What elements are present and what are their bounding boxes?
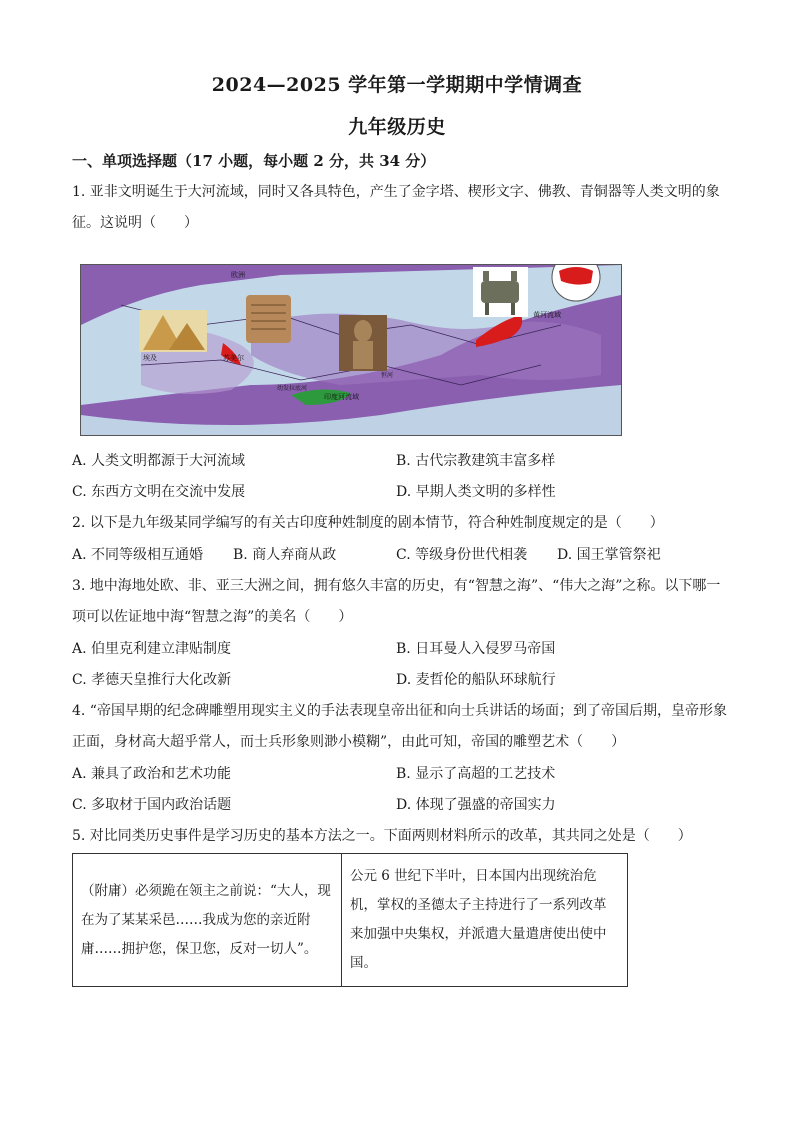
material-1-cell: （附庸）必须跪在领主之前说：“大人，现在为了某某采邑……我成为您的亲近附庸……拥护您，保卫您，反对一切人”。 <box>73 854 342 987</box>
q1-option-d[interactable]: D. 早期人类文明的多样性 <box>396 484 556 500</box>
table-row <box>73 854 628 987</box>
map-label-indus: 印度河流域 <box>324 393 359 401</box>
section-heading: 一、单项选择题（17 小题，每小题 2 分，共 34 分） <box>72 152 436 170</box>
map-label-sumer: 苏美尔 <box>223 354 244 362</box>
material-2-cell: 公元 6 世纪下半叶，日本国内出现统治危机，掌权的圣德太子主持进行了一系列改革来加强中央集权，并派遣大量遣唐使出使中国。 <box>342 854 628 987</box>
map-label-ganges: 恒河 <box>381 372 394 379</box>
q3-option-b[interactable]: B. 日耳曼人入侵罗马帝国 <box>396 641 556 657</box>
map-graphic <box>81 265 621 435</box>
q1-option-a[interactable]: A. 人类文明都源于大河流域 <box>72 453 246 469</box>
q2-option-b[interactable]: B. 商人弃商从政 <box>233 547 337 563</box>
exam-title: 2024—2025 学年第一学期期中学情调查 <box>211 74 583 96</box>
bronze-ding-picture <box>473 267 528 317</box>
q3-option-c[interactable]: C. 孝德天皇推行大化改新 <box>72 672 232 688</box>
q3-option-a[interactable]: A. 伯里克利建立津贴制度 <box>72 641 232 657</box>
map-label-egypt: 埃及 <box>143 354 157 362</box>
exam-subtitle: 九年级历史 <box>348 116 446 138</box>
question-1-stem: 1. 亚非文明诞生于大河流域，同时又各具特色，产生了金字塔、楔形文字、佛教、青铜器等人类文明的象征。这说明（ ） <box>72 184 720 231</box>
q5-materials-table <box>72 853 628 987</box>
question-5-stem: 5. 对比同类历史事件是学习历史的基本方法之一。下面两则材料所示的改革，其共同之处是（ ） <box>72 828 692 844</box>
map-label-yellow-river: 黄河流域 <box>533 311 561 319</box>
q4-option-d[interactable]: D. 体现了强盛的帝国实力 <box>396 797 556 813</box>
q4-option-a[interactable]: A. 兼具了政治和艺术功能 <box>72 766 232 782</box>
map-label-euphrates: 幼发拉底河 <box>277 385 308 392</box>
question-3-stem: 3. 地中海地处欧、非、亚三大洲之间，拥有悠久丰富的历史，有“智慧之海”、“伟大之海”之称。以下哪一项可以佐证地中海“智慧之海”的美名（ ） <box>72 578 721 625</box>
q1-option-b[interactable]: B. 古代宗教建筑丰富多样 <box>396 453 556 469</box>
q1-option-c[interactable]: C. 东西方文明在交流中发展 <box>72 484 246 500</box>
q2-option-d[interactable]: D. 国王掌管祭祀 <box>557 547 661 563</box>
q2-option-c[interactable]: C. 等级身份世代相袭 <box>396 547 528 563</box>
buddha-statue-picture <box>339 315 387 371</box>
civilization-map <box>80 264 622 436</box>
q4-option-c[interactable]: C. 多取材于国内政治话题 <box>72 797 232 813</box>
q4-option-b[interactable]: B. 显示了高超的工艺技术 <box>396 766 556 782</box>
question-4-stem: 4. “帝国早期的纪念碑雕塑用现实主义的手法表现皇帝出征和向士兵讲话的场面；到了帝国后期，皇帝形象正面，身材高大超乎常人，而士兵形象则渺小模糊”，由此可知，帝国的雕塑艺术（ ） <box>72 703 727 750</box>
q3-option-d[interactable]: D. 麦哲伦的船队环球航行 <box>396 672 556 688</box>
cuneiform-tablet-picture <box>246 295 291 343</box>
question-2-stem: 2. 以下是九年级某同学编写的有关古印度种姓制度的剧本情节，符合种姓制度规定的是（ ） <box>72 515 664 531</box>
pyramids-picture <box>139 310 207 352</box>
map-label-europe: 欧洲 <box>231 271 245 279</box>
q2-option-a[interactable]: A. 不同等级相互通婚 <box>72 547 204 563</box>
